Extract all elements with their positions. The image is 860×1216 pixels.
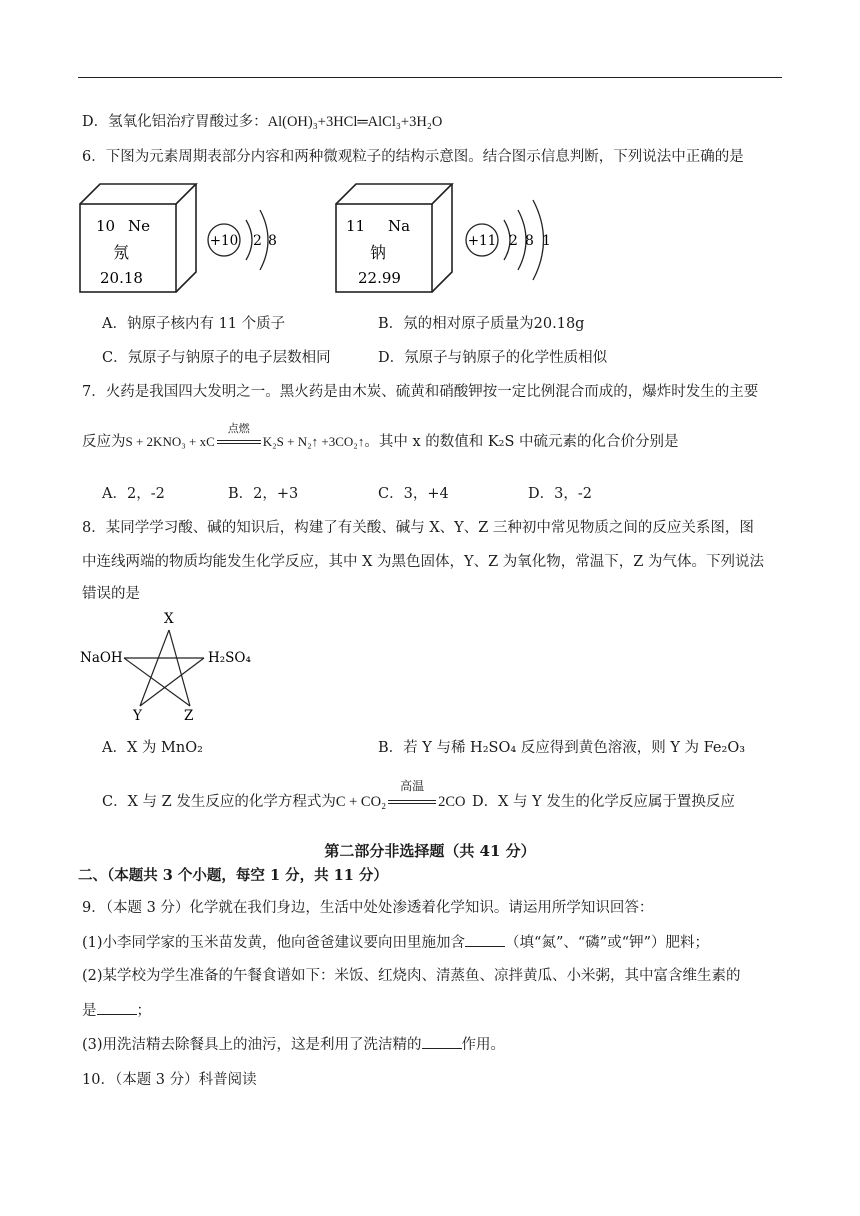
q8-option-c-eq-right: 2CO xyxy=(438,794,466,810)
q8-option-a: A．X 为 MnO₂ xyxy=(102,740,203,756)
q9-sub-2-text: 是 xyxy=(82,1003,97,1019)
q9-blank-1[interactable] xyxy=(465,932,505,947)
part2-title: 第二部分非选择题（共 41 分） xyxy=(324,842,536,860)
star-z-label: Z xyxy=(184,708,194,724)
q5-option-d-label: D．氢氧化铝治疗胃酸过多： xyxy=(82,114,268,130)
q8-option-c xyxy=(102,779,466,812)
q8-stem-3: 错误的是 xyxy=(82,586,140,602)
q7-eq-left: S + 2KNO₃ + xC xyxy=(125,434,215,449)
q9-sub-3-text: (3)用洗洁精去除餐具上的油污，这是利用了洗洁精的 xyxy=(82,1037,422,1053)
q7-option-a: A．2，-2 xyxy=(102,486,165,502)
star-x-label: X xyxy=(164,611,174,627)
q7-option-d: D．3，-2 xyxy=(528,486,592,502)
na-symbol: Na xyxy=(388,217,411,235)
q9-sub-3 xyxy=(82,1034,505,1055)
q8-option-d: D．X 与 Y 发生的化学反应属于置换反应 xyxy=(472,794,735,810)
q9-sub-2-end: ； xyxy=(136,1003,151,1019)
star-naoh-label: NaOH xyxy=(80,650,123,666)
q8-option-b: B．若 Y 与稀 H₂SO₄ 反应得到黄色溶液，则 Y 为 Fe₂O₃ xyxy=(378,740,746,756)
q9-sub-1-text: (1)小李同学家的玉米苗发黄，他向爸爸建议要向田里施加含 xyxy=(82,935,466,951)
ne-atom-structure xyxy=(208,210,277,270)
ne-mass: 20.18 xyxy=(100,269,143,287)
q9-sub-1 xyxy=(82,932,709,953)
q6-option-b: B．氖的相对原子质量为20.18g xyxy=(378,316,585,332)
ne-name: 氖 xyxy=(113,243,130,262)
q8-star-diagram xyxy=(78,608,278,728)
star-lines xyxy=(124,630,204,706)
na-mass: 22.99 xyxy=(358,269,401,287)
q6-stem: 6．下图为元素周期表部分内容和两种微观粒子的结构示意图。结合图示信息判断，下列说法中正确的是 xyxy=(82,149,744,165)
star-y-label: Y xyxy=(133,708,142,724)
q5-option-d xyxy=(82,112,442,132)
q9-blank-2[interactable] xyxy=(97,1000,137,1015)
na-atomic-number: 11 xyxy=(346,217,366,235)
q7-stem-2 xyxy=(82,422,679,452)
q9-sub-2: (2)某学校为学生准备的午餐食谱如下：米饭、红烧肉、清蒸鱼、凉拌黄瓜、小米粥，其中富含维生素的 xyxy=(82,968,741,984)
na-atom-structure xyxy=(466,200,551,280)
q7-eq-condition: 点燃 xyxy=(227,422,250,435)
q7-option-c: C．3，+4 xyxy=(378,486,449,502)
na-shell-3: 1 xyxy=(542,233,551,249)
q9-blank-3[interactable] xyxy=(422,1034,462,1049)
ne-nucleus: +10 xyxy=(209,233,239,249)
q8-option-c-prefix: C．X 与 Z 发生反应的化学方程式为 xyxy=(102,794,336,810)
q7-eq-arrow xyxy=(215,422,263,452)
q8-option-c-eq-left: C + CO₂ xyxy=(335,794,387,810)
q7-eq-right: K₂S + N₂↑ +3CO₂↑ xyxy=(262,434,365,449)
q7-option-b: B．2，+3 xyxy=(228,486,299,502)
q9-sub-1-hint: （填“氮”、“磷”或“钾”）肥料； xyxy=(505,935,710,951)
q6-option-d: D．氖原子与钠原子的化学性质相似 xyxy=(378,350,608,366)
q7-stem-1: 7．火药是我国四大发明之一。黑火药是由木炭、硫黄和硝酸钾按一定比例混合而成的，爆炸时发生的主要 xyxy=(82,384,759,400)
q8-option-c-eq-arrow xyxy=(386,779,438,812)
q8-stem-2: 中连线两端的物质均能发生化学反应，其中 X 为黑色固体，Y、Z 为氧化物，常温下，Z 为气体。下列说法 xyxy=(82,554,764,570)
ne-element-cube xyxy=(80,184,196,292)
q6-option-a: A．钠原子核内有 11 个质子 xyxy=(102,316,286,332)
part2-section-heading: 二、（本题共 3 个小题，每空 1 分，共 11 分） xyxy=(78,867,388,884)
q8-option-c-eq-condition: 高温 xyxy=(400,779,425,793)
q10-stem: 10．（本题 3 分）科普阅读 xyxy=(82,1072,257,1088)
q5-option-d-equation: Al(OH)₃+3HCl═AlCl₃+3H₂O xyxy=(267,114,443,130)
ne-symbol: Ne xyxy=(128,217,151,235)
na-shell-2: 8 xyxy=(525,233,534,249)
header-rule xyxy=(78,77,782,78)
q8-stem-1: 8．某同学学习酸、碱的知识后，构建了有关酸、碱与 X、Y、Z 三种初中常见物质之间的反应关系图，图 xyxy=(82,520,754,536)
q7-stem-suffix: 。其中 x 的数值和 K₂S 中硫元素的化合价分别是 xyxy=(364,434,679,450)
q9-sub-2-cont xyxy=(82,1000,151,1021)
q9-sub-3-end: 作用。 xyxy=(461,1037,506,1053)
ne-shell-1: 2 xyxy=(253,233,262,249)
q9-stem: 9．（本题 3 分）化学就在我们身边，生活中处处渗透着化学知识。请运用所学知识回答： xyxy=(82,900,654,916)
ne-shell-2: 8 xyxy=(268,233,277,249)
na-shell-1: 2 xyxy=(509,233,518,249)
na-nucleus: +11 xyxy=(467,233,497,249)
ne-atomic-number: 10 xyxy=(96,217,116,235)
q7-stem-prefix: 反应为 xyxy=(82,434,126,450)
na-name: 钠 xyxy=(370,243,387,262)
q6-figure xyxy=(78,180,598,300)
star-h2so4-label: H₂SO₄ xyxy=(208,650,251,666)
q6-option-c: C．氖原子与钠原子的电子层数相同 xyxy=(102,350,331,366)
na-element-cube xyxy=(336,184,452,292)
